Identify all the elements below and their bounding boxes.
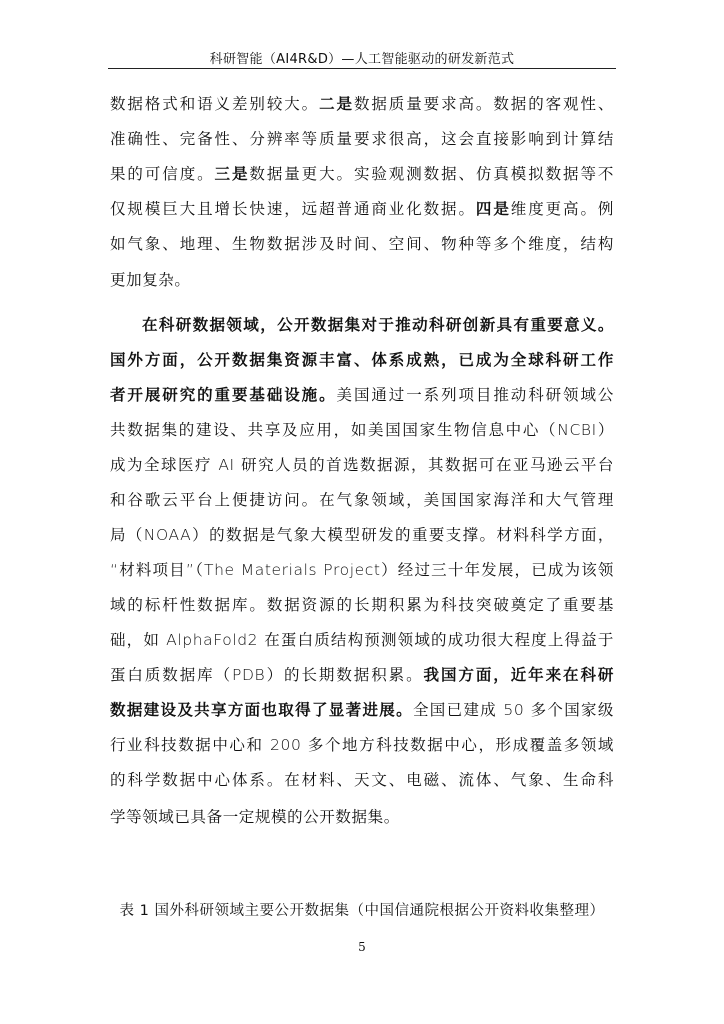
body-line (110, 162, 614, 186)
body-line (142, 313, 614, 337)
text-run: 局（NOAA）的数据是气象大模型研发的重要支撑。材料科学方面， (110, 526, 614, 544)
text-run: 美国通过一系列项目推动科研领域公 (336, 386, 614, 404)
text-run: 全国已建成 50 多个国家级 (412, 701, 614, 719)
text-run: 成为全球医疗 AI 研究人员的首选数据源，其数据可在亚马逊云平台 (110, 456, 614, 474)
table-caption: 表 1 国外科研领域主要公开数据集（中国信通院根据公开资料收集整理） (119, 903, 605, 919)
text-run: 如气象、地理、生物数据涉及时间、空间、物种等多个维度，结构 (110, 235, 614, 253)
body-line (110, 558, 614, 582)
body-line (110, 523, 614, 547)
text-run: 学等领域已具备一定规模的公开数据集。 (110, 808, 400, 826)
body-line (110, 805, 614, 829)
text-run: 的科学数据中心体系。在材料、天文、电磁、流体、气象、生命科 (110, 771, 614, 789)
text-run: 础，如 AlphaFold2 在蛋白质结构预测领域的成功很大程度上得益于 (110, 631, 614, 649)
body-line (110, 593, 614, 617)
bold-text-run: 国外方面，公开数据集资源丰富、体系成熟，已成为全球科研工作 (110, 351, 614, 369)
body-line (110, 127, 614, 151)
text-run: 果的可信度。 (110, 165, 215, 183)
text-run: 维度更高。例 (510, 200, 615, 218)
text-run: 域的标杆性数据库。数据资源的长期积累为科技突破奠定了重要基 (110, 596, 614, 614)
page-number: 5 (358, 940, 366, 954)
bold-text-run: 在科研数据领域，公开数据集对于推动科研创新具有重要意义。 (142, 316, 614, 334)
text-run: 数据质量要求高。数据的客观性、 (353, 95, 614, 113)
text-run: 蛋白质数据库（PDB）的长期数据积累。 (110, 666, 424, 684)
body-line (110, 453, 614, 477)
body-line (110, 268, 614, 292)
body-line (110, 232, 614, 256)
bold-text-run: 四是 (475, 200, 511, 218)
body-line (110, 197, 614, 221)
bold-text-run: 者开展研究的重要基础设施。 (110, 386, 337, 404)
body-line (110, 698, 614, 722)
text-run: 更加复杂。 (110, 271, 191, 289)
body-line (110, 92, 614, 116)
text-run: 行业科技数据中心和 200 多个地方科技数据中心，形成覆盖多领域 (110, 736, 614, 754)
body-line (110, 418, 614, 442)
body-line (110, 488, 614, 512)
bold-text-run: 三是 (214, 165, 250, 183)
bold-text-run: 我国方面，近年来在科研 (423, 666, 614, 684)
text-run: 准确性、完备性、分辨率等质量要求很高，这会直接影响到计算结 (110, 130, 614, 148)
body-line (110, 348, 614, 372)
text-run: 数据格式和语义差别较大。 (110, 95, 320, 113)
body-line (110, 768, 614, 792)
text-run: 仅规模巨大且增长快速，远超普通商业化数据。 (110, 200, 476, 218)
header-divider (108, 68, 616, 69)
body-line (110, 628, 614, 652)
running-header: 科研智能（AI4R&D）—人工智能驱动的研发新范式 (209, 52, 515, 67)
body-line (110, 663, 614, 687)
text-run: 和谷歌云平台上便捷访问。在气象领域，美国国家海洋和大气管理 (110, 491, 614, 509)
text-run: 数据量更大。实验观测数据、仿真模拟数据等不 (249, 165, 614, 183)
text-run: “材料项目”（The Materials Project）经过三十年发展，已成为该领 (110, 561, 614, 579)
body-line (110, 383, 614, 407)
text-run: 共数据集的建设、共享及应用，如美国国家生物信息中心（NCBI） (110, 421, 614, 439)
bold-text-run: 数据建设及共享方面也取得了显著进展。 (110, 701, 413, 719)
body-line (110, 733, 614, 757)
bold-text-run: 二是 (319, 95, 354, 113)
